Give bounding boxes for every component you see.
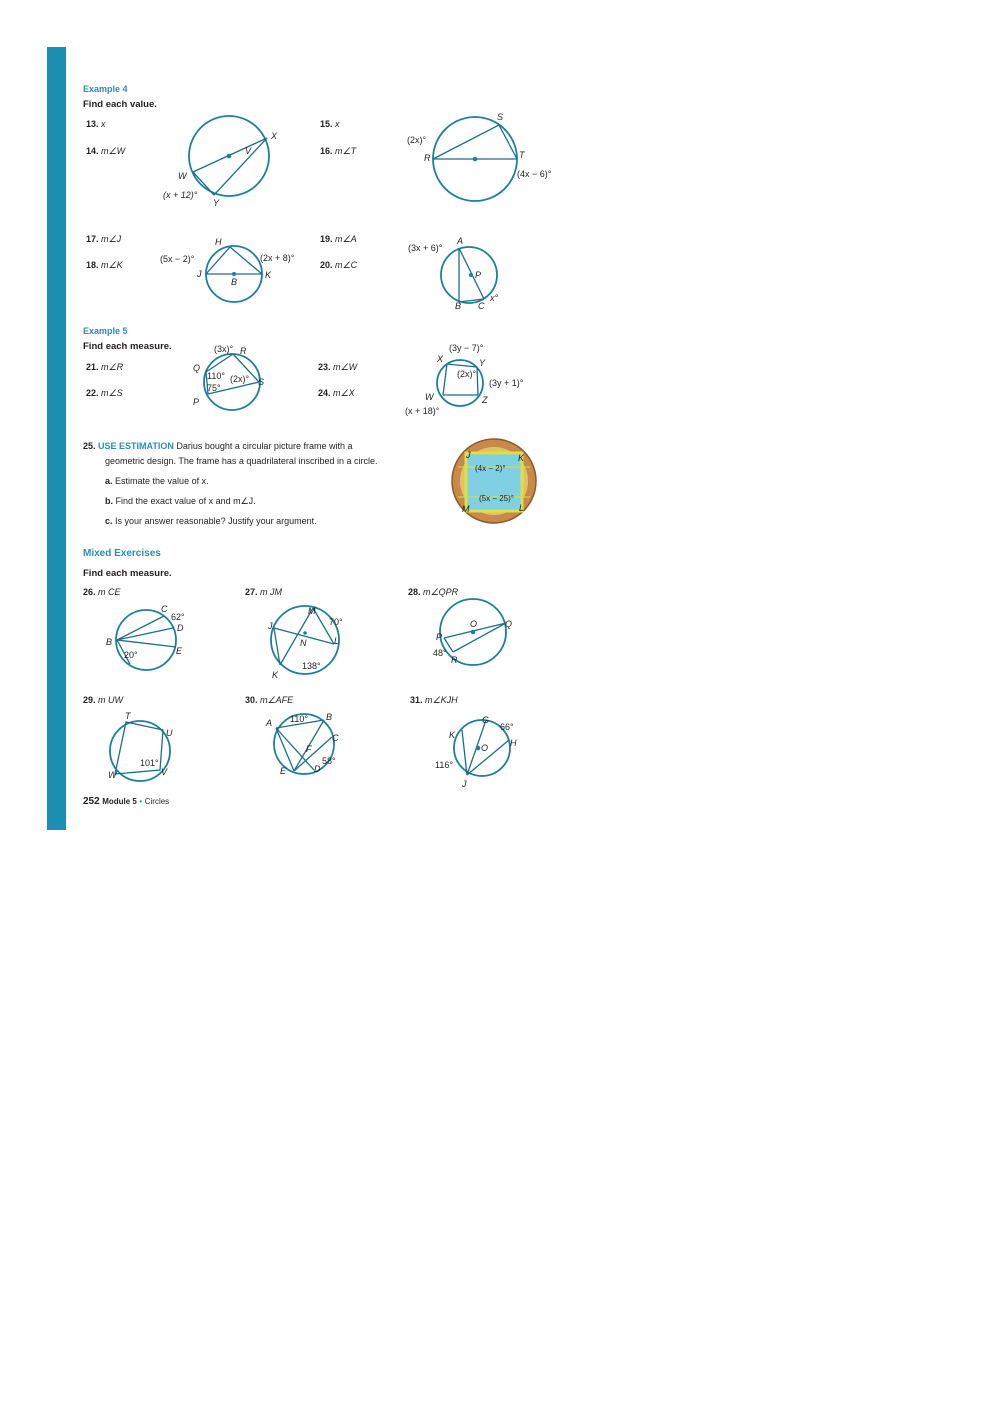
problem-18: 18. m∠K — [86, 260, 123, 270]
label-k27: K — [272, 670, 279, 680]
problem-13: 13. x — [86, 119, 106, 129]
figure-23-24 — [405, 340, 540, 420]
problem-22: 22. m∠S — [86, 388, 123, 398]
problem-28: 28. m∠QPR — [408, 587, 459, 597]
label-n27: N — [300, 638, 307, 648]
label-h31: H — [510, 738, 517, 748]
page-footer — [83, 796, 169, 807]
label-66: 66° — [500, 722, 514, 732]
mixed-instruction: Find each measure. — [83, 568, 172, 579]
label-angle-j: (5x − 2)° — [160, 254, 195, 264]
label-t29: T — [125, 711, 131, 721]
figure-31 — [432, 710, 542, 790]
label-b3: (3y + 1)° — [489, 378, 524, 388]
problem-21: 21. m∠R — [86, 362, 124, 372]
problem-24: 24. m∠X — [318, 388, 355, 398]
label-a: A — [457, 236, 464, 246]
problem-27: 27. m JM — [245, 587, 283, 597]
label-c: C — [478, 301, 485, 311]
label-angle-w: (x + 12)° — [163, 190, 198, 200]
label-a2: 110° — [207, 371, 225, 381]
problem-29: 29. m UW — [83, 695, 124, 705]
label-k31: K — [449, 730, 456, 740]
module-label: Module 5 — [102, 797, 137, 806]
label-w2: W — [425, 392, 434, 402]
frame-l: L — [519, 503, 525, 513]
label-58: 58° — [322, 756, 336, 766]
figure-17-18 — [160, 232, 310, 307]
example5-instruction: Find each measure. — [83, 341, 172, 352]
problem-20: 20. m∠C — [320, 260, 358, 270]
page-number: 252 — [83, 796, 100, 807]
picture-frame-figure — [450, 437, 540, 527]
label-b30: B — [326, 712, 333, 722]
label-v: V — [245, 146, 252, 156]
label-g31: G — [482, 715, 490, 725]
frame-top-angle: (4x − 2)° — [475, 464, 506, 473]
label-116: 116° — [435, 760, 453, 770]
label-r: R — [424, 153, 431, 163]
label-c30: C — [332, 733, 339, 743]
label-angle-t: (4x − 6)° — [517, 169, 552, 179]
label-w: W — [178, 171, 187, 181]
label-a4: 75° — [207, 383, 221, 393]
label-p28: P — [436, 632, 443, 642]
label-y: Y — [213, 198, 220, 208]
figure-28 — [430, 598, 530, 678]
label-70: 70° — [329, 617, 343, 627]
label-p: P — [475, 270, 482, 280]
label-y2: Y — [479, 358, 486, 368]
label-101: 101° — [140, 758, 159, 768]
label-b4: (x + 18)° — [405, 406, 440, 416]
label-e26: E — [176, 646, 183, 656]
frame-bottom-angle: (5x − 25)° — [479, 494, 514, 503]
label-d26: D — [177, 623, 184, 633]
figure-30 — [262, 710, 362, 790]
figure-13-14 — [150, 105, 290, 215]
problem-31: 31. m∠KJH — [410, 695, 458, 705]
label-138: 138° — [302, 661, 321, 671]
frame-j: J — [466, 450, 471, 460]
label-20: 20° — [124, 650, 138, 660]
label-angle-r: (2x)° — [407, 135, 427, 145]
label-x2: X — [437, 354, 444, 364]
frame-m: M — [462, 504, 470, 514]
figure-29 — [100, 708, 190, 788]
label-r2: R — [240, 346, 247, 356]
label-h: H — [215, 237, 222, 247]
label-angle-a: (3x + 6)° — [408, 243, 443, 253]
problem-16: 16. m∠T — [320, 146, 357, 156]
figure-27 — [260, 600, 370, 680]
problem-15: 15. x — [320, 119, 340, 129]
problem-26: 26. m CE — [83, 587, 121, 597]
example5-heading: Example 5 — [83, 326, 128, 336]
label-b2: B — [455, 301, 462, 311]
label-62: 62° — [171, 612, 185, 622]
problem-17: 17. m∠J — [86, 234, 122, 244]
label-b1: (3y − 7)° — [449, 343, 484, 353]
label-angle-c: x° — [490, 293, 499, 303]
label-o28: O — [470, 619, 478, 629]
label-o31: O — [481, 743, 489, 753]
label-s2: S — [258, 377, 265, 387]
footer-separator: • — [139, 797, 143, 806]
problem-25a: a. Estimate the value of x. — [105, 476, 209, 486]
label-u29: U — [166, 728, 173, 738]
example4-instruction: Find each value. — [83, 99, 157, 110]
label-110: 110° — [290, 714, 308, 724]
example4-heading: Example 4 — [83, 84, 128, 94]
label-j: J — [197, 269, 202, 279]
label-q: Q — [193, 363, 201, 373]
label-z: Z — [482, 395, 488, 405]
label-v29: V — [161, 767, 168, 777]
label-a30: A — [266, 718, 273, 728]
label-c26: C — [161, 604, 168, 614]
frame-k: K — [518, 453, 525, 463]
label-r28: R — [451, 655, 458, 665]
mixed-heading: Mixed Exercises — [83, 548, 161, 559]
label-j27: J — [268, 621, 273, 631]
problem-19: 19. m∠A — [320, 234, 357, 244]
label-b: B — [231, 277, 238, 287]
label-f30: F — [306, 744, 312, 754]
problem-23: 23. m∠W — [318, 362, 358, 372]
label-angle-k: (2x + 8)° — [260, 253, 295, 263]
label-e30: E — [280, 766, 287, 776]
label-48: 48° — [433, 648, 447, 658]
figure-15-16 — [405, 108, 565, 208]
figure-21-22 — [190, 340, 280, 410]
figure-19-20 — [408, 233, 518, 313]
problem-30: 30. m∠AFE — [245, 695, 294, 705]
page-side-bar — [47, 47, 66, 830]
label-b2: (2x)° — [457, 369, 477, 379]
label-w29: W — [108, 770, 117, 780]
label-p2: P — [193, 397, 200, 407]
label-j31: J — [462, 779, 467, 789]
label-s: S — [497, 112, 504, 122]
label-a1: (3x)° — [214, 344, 234, 354]
figure-26 — [100, 600, 200, 680]
problem-25b: b. Find the exact value of x and m∠J. — [105, 496, 256, 506]
label-d30: D — [314, 764, 321, 774]
topic-label: Circles — [144, 797, 170, 806]
problem-14: 14. m∠W — [86, 146, 126, 156]
label-q28: Q — [505, 619, 513, 629]
problem-25c: c. Is your answer reasonable? Justify your argument. — [105, 516, 317, 526]
problem-25-line1: 25. USE ESTIMATION Darius bought a circular picture frame with a — [83, 441, 353, 451]
label-k: K — [265, 270, 272, 280]
label-x: X — [271, 131, 278, 141]
label-m27: M — [308, 606, 316, 616]
label-b26: B — [106, 637, 113, 647]
label-l27: L — [334, 636, 340, 646]
problem-25-line2: geometric design. The frame has a quadrilateral inscribed in a circle. — [105, 456, 378, 466]
label-t: T — [519, 150, 525, 160]
label-a3: (2x)° — [230, 374, 250, 384]
